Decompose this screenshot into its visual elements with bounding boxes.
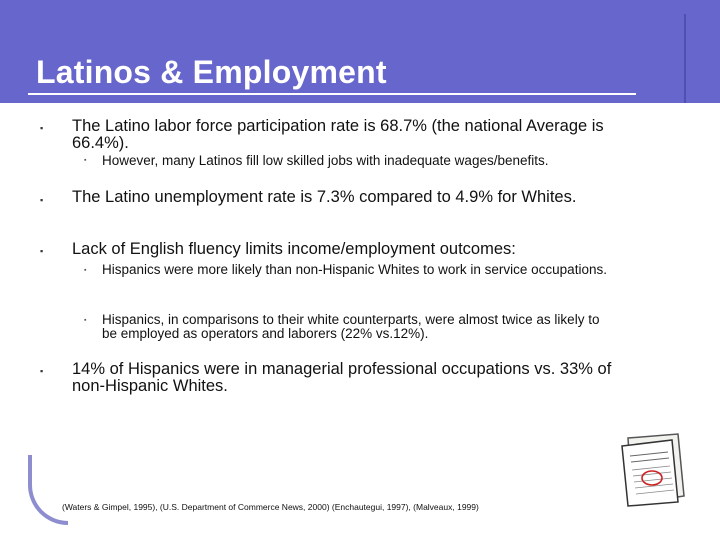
bullet-3: Lack of English fluency limits income/employment outcomes: <box>72 240 516 258</box>
bullet-marker: ▪ <box>40 246 44 256</box>
bullet-marker: ▪ <box>40 195 44 205</box>
frame-divider <box>28 100 684 103</box>
bullet-marker: ▪ <box>40 123 44 133</box>
bullet-2: The Latino unemployment rate is 7.3% compared to 4.9% for Whites. <box>72 188 577 206</box>
sub-bullet-marker: ▪ <box>84 317 87 324</box>
sub-bullet-marker: ▪ <box>84 267 87 274</box>
sub-bullet-marker: ▪ <box>84 157 87 164</box>
title-underline <box>28 93 636 95</box>
slide-title: Latinos & Employment <box>36 54 387 90</box>
accent-bar <box>684 14 720 103</box>
bullet-marker: ▪ <box>40 366 44 376</box>
bullet-4: 14% of Hispanics were in managerial professional occupations vs. 33% of non-Hispanic Whites. <box>72 360 612 395</box>
bullet-3-sub-2: Hispanics, in comparisons to their white counterparts, were almost twice as likely to be employed as operators and laborers (22% vs.12%). <box>102 312 600 341</box>
bullet-3-sub-1: Hispanics were more likely than non-Hispanic Whites to work in service occupations. <box>102 262 607 277</box>
newspaper-icon <box>618 432 688 508</box>
frame-corner <box>28 455 68 525</box>
citation: (Waters & Gimpel, 1995), (U.S. Department of Commerce News, 2000) (Enchautegui, 1997), (Malveaux, 1999) <box>62 502 479 512</box>
bullet-1-sub-1: However, many Latinos fill low skilled jobs with inadequate wages/benefits. <box>102 153 549 168</box>
bullet-1: The Latino labor force participation rate is 68.7% (the national Average is 66.4%). <box>72 117 604 152</box>
